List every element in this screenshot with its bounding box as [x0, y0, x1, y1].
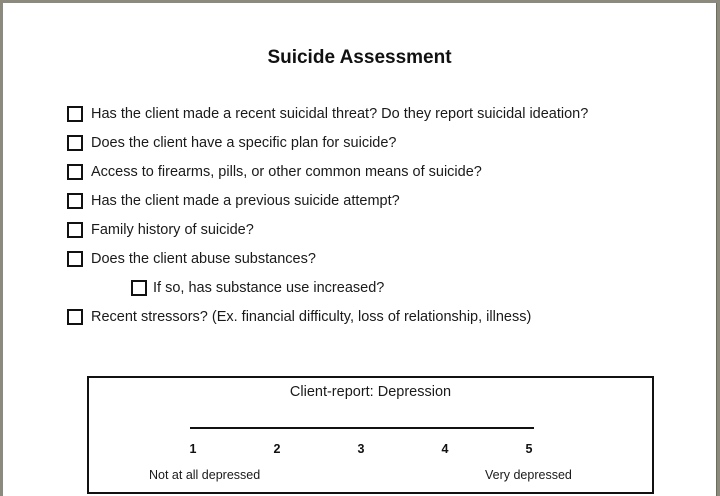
checklist-label: Does the client abuse substances? [91, 251, 316, 267]
checklist-item-recent-stressors[interactable] [67, 307, 531, 327]
checklist-item-recent-threat[interactable] [67, 104, 588, 124]
checklist-label: Family history of suicide? [91, 222, 254, 238]
checklist-item-substance-abuse[interactable] [67, 249, 316, 269]
checklist-label: Access to firearms, pills, or other common means of suicide? [91, 164, 482, 180]
checklist-label: If so, has substance use increased? [153, 280, 385, 296]
checklist-label: Has the client made a previous suicide attempt? [91, 193, 400, 209]
checkbox[interactable] [67, 135, 83, 151]
checklist-item-previous-attempt[interactable] [67, 191, 400, 211]
checkbox[interactable] [131, 280, 147, 296]
checklist-item-substance-increase[interactable] [131, 278, 384, 298]
checklist-label: Does the client have a specific plan for suicide? [91, 135, 397, 151]
checklist-label: Recent stressors? (Ex. financial difficulty, loss of relationship, illness) [91, 309, 532, 325]
scale-tick-5[interactable]: 5 [525, 442, 533, 456]
scale-line[interactable] [190, 427, 534, 429]
checklist-item-family-history[interactable] [67, 220, 254, 240]
scale-low-anchor: Not at all depressed [149, 468, 261, 482]
checklist-item-specific-plan[interactable] [67, 133, 396, 153]
checkbox[interactable] [67, 309, 83, 325]
checkbox[interactable] [67, 164, 83, 180]
checkbox[interactable] [67, 106, 83, 122]
checkbox[interactable] [67, 222, 83, 238]
checklist-label: Has the client made a recent suicidal threat? Do they report suicidal ideation? [91, 106, 589, 122]
document-page [3, 3, 717, 496]
depression-rating-scale [87, 376, 654, 494]
scale-tick-4[interactable]: 4 [441, 442, 449, 456]
scale-tick-1[interactable]: 1 [189, 442, 197, 456]
scale-tick-2[interactable]: 2 [273, 442, 281, 456]
checkbox[interactable] [67, 251, 83, 267]
checklist-item-access-to-means[interactable] [67, 162, 482, 182]
scale-high-anchor: Very depressed [485, 468, 572, 482]
page-title: Suicide Assessment [267, 47, 452, 68]
checkbox[interactable] [67, 193, 83, 209]
scale-tick-3[interactable]: 3 [357, 442, 365, 456]
scale-title: Client-report: Depression [289, 384, 452, 400]
